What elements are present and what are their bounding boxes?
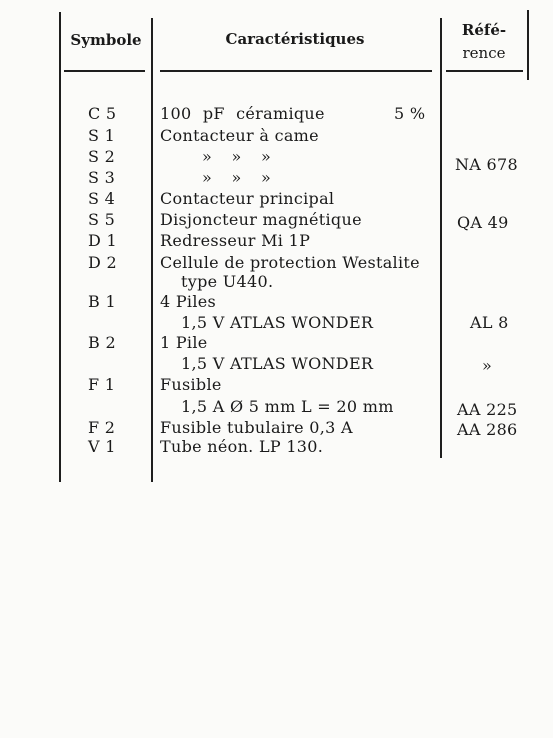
reference-brace [438,124,441,188]
description-d2-line1: Cellule de protection Westalite [160,253,420,272]
symbol-s3: S 3 [88,168,116,187]
header-rule-2 [160,70,432,72]
symbol-s1: S 1 [88,126,116,145]
reference-s1-s3: NA 678 [455,155,518,174]
symbol-b1: B 1 [88,292,116,311]
description-s2: » » » [202,147,272,166]
header-symbole: Symbole [70,31,142,49]
reference-f2: AA 286 [457,420,518,439]
column-divider-2 [440,18,442,458]
description-d2-line2: type U440. [181,272,274,291]
description-v1: Tube néon. LP 130. [160,437,324,456]
description-s1: Contacteur à came [160,126,319,145]
symbol-f1: F 1 [88,375,116,394]
symbol-d1: D 1 [88,231,117,250]
description-b2-line1: 1 Pile [160,333,208,352]
reference-b2: » [482,356,493,375]
reference-f1: AA 225 [457,400,518,419]
reference-s5: QA 49 [457,213,509,232]
symbol-v1: V 1 [88,437,116,456]
symbol-f2: F 2 [88,418,116,437]
description-s5: Disjoncteur magnétique [160,210,362,229]
description-f2: Fusible tubulaire 0,3 A [160,418,353,437]
symbol-b2: B 2 [88,333,116,352]
description-f1-line1: Fusible [160,375,222,394]
symbol-c5: C 5 [88,104,117,123]
header-rule-3 [446,70,523,72]
symbol-s5: S 5 [88,210,116,229]
symbol-s2: S 2 [88,147,116,166]
description-b1-line2: 1,5 V ATLAS WONDER [181,313,374,332]
symbol-s4: S 4 [88,189,116,208]
header-reference-line1: Réfé- [461,21,507,39]
table-right-border [527,10,529,80]
reference-b1: AL 8 [470,313,509,332]
description-d1: Redresseur Mi 1P [160,231,311,250]
tolerance-c5: 5 % [394,104,426,123]
description-f1-line2: 1,5 A Ø 5 mm L = 20 mm [181,397,394,416]
header-rule-1 [64,70,145,72]
description-s3: » » » [202,168,272,187]
header-reference-line2: rence [462,44,506,62]
column-divider-1 [151,18,153,482]
description-c5: 100 pF céramique [160,104,325,123]
symbol-d2: D 2 [88,253,117,272]
description-s4: Contacteur principal [160,189,335,208]
description-b1-line1: 4 Piles [160,292,217,311]
table-left-border [59,12,61,482]
header-caracteristiques: Caractéristiques [225,30,365,48]
description-b2-line2: 1,5 V ATLAS WONDER [181,354,374,373]
